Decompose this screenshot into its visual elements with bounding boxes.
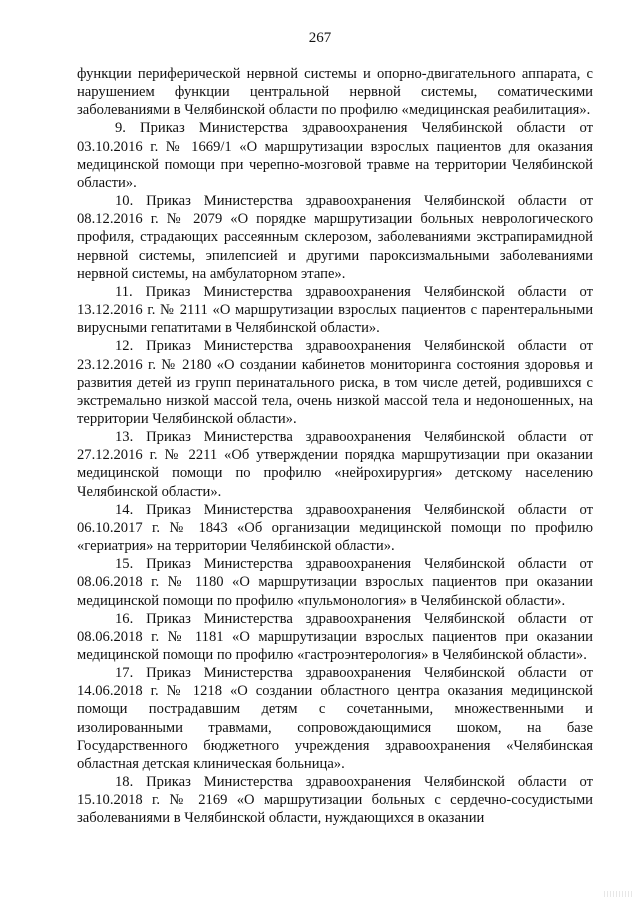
- list-item-12: 12. Приказ Министерства здравоохранения Челябинской области от 23.12.2016 г. № 2180 «О создании кабинетов мониторинга состояния здоровья и развития детей из групп перинатального риска, в том числе детей, родившихся с экстремально низкой массой тела, очень низкой массой тела и недоношенных, на территории Челябинской области».: [77, 338, 593, 427]
- document-body: [77, 65, 593, 828]
- list-item-9: 9. Приказ Министерства здравоохранения Челябинской области от 03.10.2016 г. № 1669/1 «О маршрутизации взрослых пациентов для оказания медицинской помощи при черепно-мозговой травме на территории Челябинской области».: [77, 120, 593, 191]
- list-item-18: 18. Приказ Министерства здравоохранения Челябинской области от 15.10.2018 г. № 2169 «О маршрутизации больных с сердечно-сосудистыми заболеваниями в Челябинской области, нуждающихся в оказании: [77, 774, 593, 827]
- list-item-14: 14. Приказ Министерства здравоохранения Челябинской области от 06.10.2017 г. № 1843 «Об организации медицинской помощи по профилю «гериатрия» на территории Челябинской области».: [77, 501, 593, 555]
- page-number: 267: [308, 30, 332, 46]
- list-item-17: 17. Приказ Министерства здравоохранения Челябинской области от 14.06.2018 г. № 1218 «О создании областного центра оказания медицинской помощи пострадавшим детям с сочетанными, множественными и изолированными травмами, сопровождающимися шоком, на базе Государственного бюджетного учреждения здравоохранения «Челябинская областная детская клиническая больница».: [77, 665, 593, 772]
- list-item-15: 15. Приказ Министерства здравоохранения Челябинской области от 08.06.2018 г. № 1180 «О маршрутизации взрослых пациентов при оказании медицинской помощи по профилю «пульмонология» в Челябинской области».: [77, 556, 593, 609]
- intro-paragraph: функции периферической нервной системы и опорно-двигательного аппарата, с нарушением функции центральной нервной системы, соматическими заболеваниями в Челябинской области по профилю «медицинская реабилитация».: [77, 66, 593, 119]
- scan-artifact: [604, 891, 634, 897]
- list-item-10: 10. Приказ Министерства здравоохранения Челябинской области от 08.12.2016 г. № 2079 «О порядке маршрутизации больных неврологического профиля, страдающих рассеянным склерозом, заболеваниями экстрапирамидной нервной системы, эпилепсией и другими пароксизмальными заболеваниями нервной системы, на амбулаторном этапе».: [77, 193, 593, 282]
- list-item-16: 16. Приказ Министерства здравоохранения Челябинской области от 08.06.2018 г. № 1181 «О маршрутизации взрослых пациентов при оказании медицинской помощи по профилю «гастроэнтерология» в Челябинской области».: [77, 610, 593, 663]
- list-item-11: 11. Приказ Министерства здравоохранения Челябинской области от 13.12.2016 г. № 2111 «О маршрутизации взрослых пациентов с парентеральными вирусными гепатитами в Челябинской области».: [77, 283, 593, 337]
- list-item-13: 13. Приказ Министерства здравоохранения Челябинской области от 27.12.2016 г. № 2211 «Об утверждении порядка маршрутизации при оказании медицинской помощи по профилю «нейрохирургия» детскому населению Челябинской области».: [77, 429, 593, 500]
